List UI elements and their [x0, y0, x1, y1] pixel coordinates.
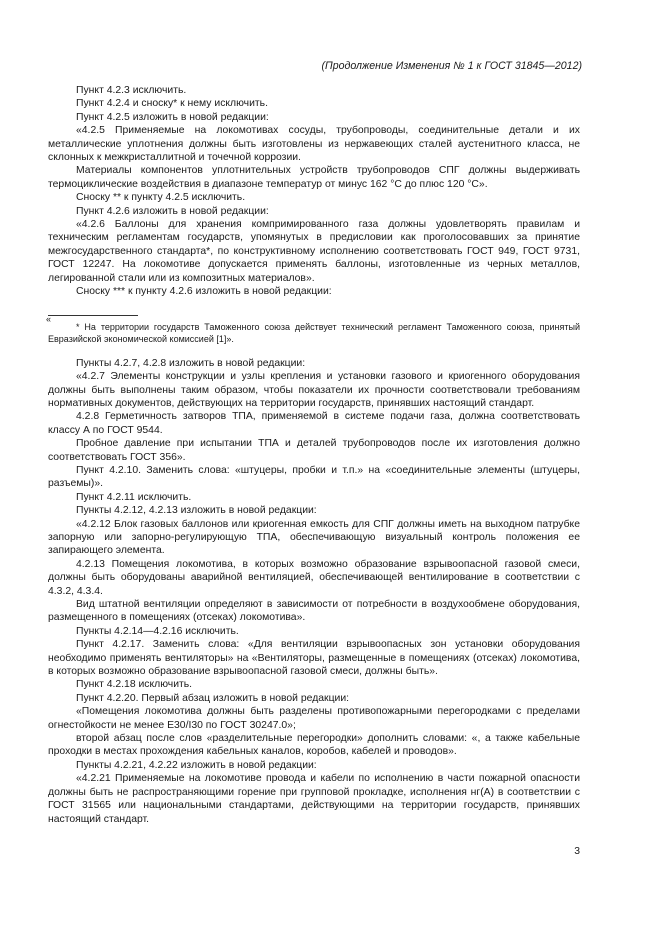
- paragraph: «4.2.12 Блок газовых баллонов или криогенная емкость для СПГ должны иметь на выходном патрубке запорную или запорно-регулирующую ТПА, обеспечивающую визуальный контроль положения ее запирающего элемента.: [48, 518, 580, 557]
- paragraph: Пункт 4.2.5 изложить в новой редакции:: [76, 111, 269, 123]
- footnote-text: * На территории государств Таможенного союза действует технический регламент Таможенного союза, принятый Евразийской экономической комиссией [1]».: [48, 321, 580, 345]
- paragraph: Материалы компонентов уплотнительных устройств трубопроводов СПГ должны выдерживать термоциклические воздействия в диапазоне температур от минус 162 °С до плюс 120 °С».: [48, 165, 580, 190]
- paragraph: Пункт 4.2.11 исключить.: [76, 491, 192, 503]
- paragraph: Вид штатной вентиляции определяют в зависимости от потребности в воздухообмене оборудования, размещенного в помещениях (отсеках) локомотива».: [48, 599, 580, 624]
- paragraph: Пробное давление при испытании ТПА и деталей трубопроводов после их изготовления должно соответствовать ГОСТ 356».: [48, 438, 580, 463]
- paragraph: Пункт 4.2.3 исключить.: [76, 85, 187, 96]
- paragraph: «4.2.21 Применяемые на локомотиве провода и кабели по исполнению в части пожарной опасности должны быть не распространяющими горение при групповой прокладке, исполнения нг(А) в соответствии с ГОСТ 31565 или национальными стандартами, действующими на территории государств, принявших настоящий стандарт.: [48, 773, 580, 825]
- paragraph: 4.2.13 Помещения локомотива, в которых возможно образование взрывоопасной газовой смеси, должны быть оборудованы аварийной вентиляцией, обеспечивающей вентилирование в соответствии с 4.3.2, 4.3.4.: [48, 558, 580, 597]
- paragraph: Пункт 4.2.4 и сноску* к нему исключить.: [76, 98, 268, 110]
- paragraph: Пункты 4.2.12, 4.2.13 изложить в новой редакции:: [76, 505, 317, 517]
- paragraph: Сноску ** к пункту 4.2.5 исключить.: [76, 192, 246, 204]
- paragraph: «Помещения локомотива должны быть разделены противопожарными перегородками с пределами огнестойкости не менее Е30/I30 по ГОСТ 30247.0»;: [48, 706, 580, 731]
- footnote-rule: [48, 315, 138, 316]
- paragraph: Пункт 4.2.18 исключить.: [76, 679, 193, 691]
- paragraph: Пункт 4.2.20. Первый абзац изложить в новой редакции:: [76, 692, 350, 704]
- page-header: (Продолжение Изменения № 1 к ГОСТ 31845—2012): [321, 60, 582, 72]
- paragraph: 4.2.8 Герметичность затворов ТПА, применяемой в системе подачи газа, должна соответствовать классу А по ГОСТ 9544.: [48, 411, 580, 436]
- paragraph: Пункт 4.2.17. Заменить слова: «Для вентиляции взрывоопасных зон установки оборудования необходимо применять вентиляторы» на «Вентиляторы, размещенные в помещениях (отсеках) локомотива, в которых возможно образование взрывоопасной газовой смеси, должны быть».: [48, 639, 580, 678]
- page-number: 3: [574, 846, 580, 857]
- paragraph: второй абзац после слов «разделительные перегородки» дополнить словами: «, а также кабельные проходки в местах прохождения кабельных каналов, коробов, кабелей и проводов».: [48, 733, 580, 758]
- paragraph: Пункт 4.2.6 изложить в новой редакции:: [76, 205, 269, 217]
- paragraph: Пункты 4.2.7, 4.2.8 изложить в новой редакции:: [76, 357, 306, 369]
- paragraph: «4.2.6 Баллоны для хранения компримированного газа должны удовлетворять правилам и техническим регламентам государств, упомянутых в предисловии как проголосовавших за принятие межгосударственного стандарта*, по конструктивному исполнению соответствовать ГОСТ 949, ГОСТ 9731, ГОСТ 12247. На локомотиве допускается применять баллоны, изготовленные из черных металлов, легированной стали или из композитных материалов».: [48, 219, 580, 284]
- paragraph: Пункты 4.2.21, 4.2.22 изложить в новой редакции:: [76, 759, 317, 771]
- paragraph: Пункты 4.2.14—4.2.16 исключить.: [76, 625, 239, 637]
- paragraph: Сноску *** к пункту 4.2.6 изложить в новой редакции:: [76, 286, 332, 298]
- footnote-block: [48, 315, 580, 346]
- paragraph: «4.2.7 Элементы конструкции и узлы крепления и установки газового и криогенного оборудования должны быть выполнены таким образом, чтобы показатели их прочности соответствовали требованиям нормативных документов, действующих на территории государств, принявших настоящий стандарт.: [48, 371, 580, 409]
- footnote-open-quote: «: [46, 313, 52, 324]
- document-body: [48, 84, 580, 826]
- paragraph: «4.2.5 Применяемые на локомотивах сосуды, трубопроводы, соединительные детали и их металлические уплотнения должны быть изготовлены из нержавеющих сталей аустенитного класса, не склонных к межкристаллитной и точечной коррозии.: [48, 125, 580, 164]
- paragraph: Пункт 4.2.10. Заменить слова: «штуцеры, пробки и т.п.» на «соединительные элементы (штуцеры, разъемы)».: [48, 464, 580, 490]
